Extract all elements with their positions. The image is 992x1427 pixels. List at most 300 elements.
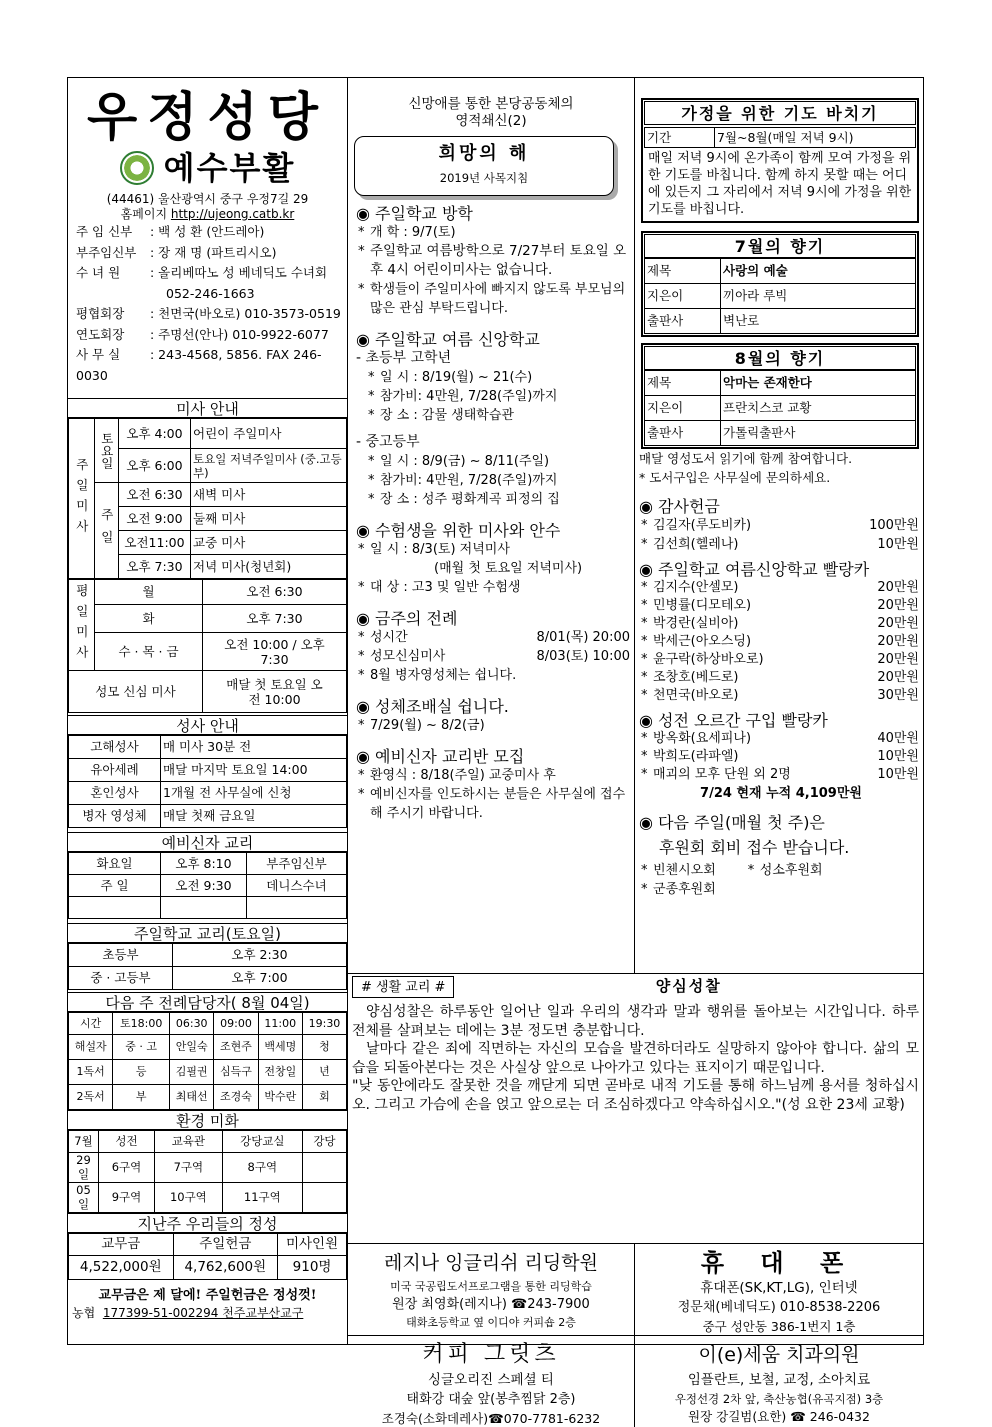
next-subtitle: 후원회 회비 접수 받습니다. [659,838,850,857]
table-cell [161,897,247,919]
liturgy-event: * 성모신심미사 [370,648,446,664]
table-header-cell: 주일헌금 [173,1233,278,1255]
ad-line: 우정선경 2차 앞, 축산농협(유곡지점) 3층 [674,1391,884,1406]
table-row [645,259,916,284]
notice-subtitle: - 초등부 고학년 [356,349,452,366]
liturgy-heading: 다음 주 전례담당자( 8월 04일) [68,992,347,1012]
table-header-cell: 토18:00 [113,1013,170,1035]
donor-row [639,597,923,615]
notice-title: ◉ 금주의 전례 [356,608,458,628]
donor-name: * 박세근(아오스딩) [653,634,752,649]
ad-name: 휴 대 폰 [700,1248,858,1277]
staff-row [76,325,347,346]
weekday: 월 [95,580,203,605]
staff-row [76,243,347,264]
weekday-time: 오전 6:30 [203,580,347,605]
sacrament-heading: 성사 안내 [68,715,347,735]
sunday-school-heading: 주일학교 교리(토요일) [68,923,347,943]
donor-name: * 김지수(안셀모) [653,580,739,595]
donation-lists [635,497,923,899]
notice-item: * 일 시 : 8/3(토) 저녁미사 [356,540,634,559]
offering-table [68,1233,347,1280]
life-paragraph: 날마다 같은 죄에 직면하는 자신의 모습을 발견하더라도 실망하지 않아야 합니다. 삶의 모습을 되돌아본다는 것은 사실상 앞으로 나아가고 있다는 표지이기 때문입니다. [352,1041,919,1076]
donor-name: * 박경란(실비아) [653,616,739,631]
table-cell: 출판사 [645,309,721,334]
table-header-cell: 강당교실 [222,1131,302,1153]
summer-list [639,579,923,705]
ads-grid [348,1243,923,1426]
table-cell: 출판사 [645,421,721,446]
table-header-cell: 시간 [69,1013,113,1035]
table-cell: 안일숙 [170,1035,214,1060]
staff-row [76,345,347,386]
staff-role: 부주임신부 [76,244,137,260]
table-cell: 오후 7:00 [173,967,347,990]
thanks-title: ◉ 감사헌금 [639,497,720,516]
table-cell: 화요일 [69,853,161,875]
parish-logo-icon [120,151,154,185]
hope-subtitle: 2019년 사목지침 [439,171,529,186]
brand-text: 예수부활 [163,149,296,187]
donor-row [639,579,923,597]
right-column [635,78,923,973]
table-row [69,1085,347,1110]
staff-row [76,263,347,284]
notice-item: * 7/29(월) ~ 8/2(금) [356,716,634,735]
table-cell: 조현주 [214,1035,258,1060]
table-header-cell: 교무금 [69,1233,174,1255]
donor-name: * 조창호(베드로) [653,670,739,685]
notice-subtitle: - 중고등부 [356,433,420,450]
weekday-time: 오전 10:00 / 오후 7:30 [203,633,347,671]
notice-item: * 일 시 : 8/19(월) ~ 21(수) [366,368,634,387]
table-cell: 박수란 [258,1085,302,1110]
notice-title: ◉ 수험생을 위한 미사와 안수 [356,520,561,540]
staff-role: 주 임 신부 [76,224,133,239]
ad-line: 원장 강길범(요한) ☎ 246-0432 [688,1409,870,1424]
table-cell: 전창일 [258,1060,302,1085]
next-item: * 군종후원회 [639,880,923,899]
table-cell: 지은이 [645,284,721,309]
ad-line: 미국 국공립도서프로그램을 통한 리딩학습 [390,1280,592,1293]
table-row [69,1182,347,1212]
mass-name: 둘째 미사 [191,507,347,531]
table-cell: 매 미사 30분 전 [161,736,347,759]
notice-item: * 개 학 : 9/7(토) [356,223,634,242]
notice-item: * 참가비: 4만원, 7/28(주일)까지 [366,387,634,406]
donor-name: * 민병률(디모테오) [653,598,752,613]
next-items [639,861,923,880]
book-note: 매달 영성도서 읽기에 함께 참여합니다. [639,451,853,466]
table-row [645,421,916,446]
book-july-table [644,258,916,334]
table-row [69,1035,347,1060]
environment-heading: 환경 미화 [68,1110,347,1130]
table-header-cell: 미사인원 [278,1233,347,1255]
mass-time: 오전11:00 [119,531,191,555]
mass-time: 오전 9:00 [119,507,191,531]
table-cell: 오전 9:30 [161,875,247,897]
prayer-title: 가정을 위한 기도 바치기 [644,101,916,125]
table-cell: 초등부 [69,944,173,967]
table-cell: 최태선 [170,1085,214,1110]
period-value: 7월~8월(매일 저녁 9시) [715,128,916,148]
staff-name: 052-246-1663 [166,285,255,301]
ad-line: 중구 성안동 386-1번지 1층 [702,1319,856,1335]
table-cell: 910명 [278,1255,347,1279]
table-row [645,396,916,421]
staff-role: 평협회장 [76,306,125,321]
table-cell: 심득구 [214,1060,258,1085]
life-paragraph: 양심성찰은 하루동안 일어난 일과 우리의 생각과 말과 행위를 돌아보는 시간입니다. 하루 전체를 살펴보는 데에는 3분 정도면 충분합니다. [352,1004,919,1039]
weekday-mass-label: 평일미사 [69,580,95,671]
table-cell: 9구역 [99,1182,155,1212]
donor-row [639,651,923,669]
donor-amount: 40만원 [877,731,919,746]
table-cell: 매달 첫째 금요일 [161,805,347,828]
liturgy-date: 8/01(목) 20:00 [536,629,630,645]
thanks-list [639,516,923,554]
table-header-cell: 19:30 [302,1013,346,1035]
table-row [69,759,347,782]
sunday-mass-label: 주일미사 [69,419,95,579]
table-cell: 혼인성사 [69,782,161,805]
summer-title: ◉ 주일학교 여름신앙학교 빨랑카 [639,560,870,579]
donor-amount: 20만원 [877,652,919,667]
mass-time: 오전 6:30 [119,483,191,507]
table-cell: 제목 [645,371,721,396]
bottom-section [348,973,923,1426]
notice-title: ◉ 주일학교 방학 [356,203,473,223]
table-cell: 부 [113,1085,170,1110]
table-cell: 1개월 전 사무실에 신청 [161,782,347,805]
donor-name: * 박희도(라파엘) [653,749,739,764]
donor-name: * 김길자(루도비카) [653,518,752,533]
life-tag: # 생활 교리 # [352,976,454,998]
hope-title: 희망의 해 [438,142,530,164]
staff-name: : 243-4568, 5856. FAX 246-0030 [76,347,322,383]
mass-time: 오후 4:00 [119,419,191,449]
donor-row [639,687,923,705]
bank-account: 177399-51-002294 천주교부산교구 [102,1305,304,1320]
notice-item: * 예비신자를 인도하시는 분들은 사무실에 접수해 주시기 바랍니다. [356,785,634,823]
staff-name: : 올리베따노 성 베네딕도 수녀회 [150,265,328,280]
mass-name: 토요일 저녁주일미사 (중.고등부) [191,449,347,483]
table-cell: 4,522,000원 [69,1255,174,1279]
notice-item: * 대 상 : 고3 및 일반 수험생 [356,578,634,597]
brand-row [68,148,347,188]
donor-amount: 100만원 [869,518,919,533]
staff-role: 사 무 실 [76,347,121,362]
staff-name: : 장 재 명 (파트리시오) [150,244,277,260]
prayer-period-table [644,127,916,148]
table-row [69,1060,347,1085]
life-body [348,999,923,1114]
table-header-cell: 09:00 [214,1013,258,1035]
table-cell: 4,762,600원 [173,1255,278,1279]
notice-item: * 주일학교 여름방학으로 7/27부터 토요일 오후 4시 어린이미사는 없습니다. [356,242,634,280]
table-cell: 백세명 [258,1035,302,1060]
life-paragraph: "낮 동안에라도 잘못한 것을 깨닫게 되면 곧바로 내적 기도를 통해 하느님께 용서를 청하십시오. 그리고 가슴에 손을 얹고 앞으로는 더 조심하겠다고 약속하십시오."(성 요한 23세 교황) [352,1078,919,1113]
offering-heading: 지난주 우리들의 정성 [68,1213,347,1233]
sunday-label: 주일 [95,483,119,579]
table-cell: 사랑의 예술 [721,259,916,284]
donor-row [639,669,923,687]
donor-amount: 20만원 [877,616,919,631]
ad-name: 레지나 잉글리쉬 리딩학원 [384,1252,598,1274]
weekday-time: 오후 7:30 [203,605,347,633]
donor-amount: 20만원 [877,670,919,685]
table-cell: 끼아라 루빅 [721,284,916,309]
offering-slogan: 교무금은 제 달에! 주일헌금은 정성껏! [98,1287,317,1303]
donor-amount: 20만원 [877,634,919,649]
sacrament-section [68,715,347,1321]
notice-item: * 참가비: 4만원, 7/28(주일)까지 [366,471,634,490]
staff-role: 수 녀 원 [76,265,121,280]
donor-amount: 10만원 [877,767,919,782]
environment-table [68,1130,347,1213]
notice-item [356,647,634,666]
table-row [69,736,347,759]
table-cell: 6구역 [99,1153,155,1183]
mass-heading: 미사 안내 [68,398,347,418]
table-cell [302,1182,346,1212]
table-cell: 가톨릭출판사 [721,421,916,446]
table-row [69,1255,347,1279]
book-august-title: 8월의 향기 [644,346,916,370]
notice-item: * 장 소 : 성주 평화계곡 피정의 집 [366,490,634,509]
weekday: 수 · 목 · 금 [95,633,203,671]
table-row [69,782,347,805]
organ-title: ◉ 성전 오르간 구입 빨랑카 [639,711,828,730]
catechumen-heading: 예비신자 교리 [68,832,347,852]
homepage-line [68,207,347,222]
table-row [69,944,347,967]
table-cell: 05일 [69,1182,99,1212]
donor-amount: 10만원 [877,749,919,764]
ad-line: 정문채(베네딕도) 010-8538-2206 [677,1299,881,1315]
donor-row [639,766,923,784]
bank-name: 농협 [72,1305,96,1320]
ad-line: 싱글오리진 스페셜 티 [428,1371,554,1388]
donor-name: * 김선희(헬레나) [653,537,739,552]
table-cell: 회 [302,1085,346,1110]
sacrament-table [68,735,347,828]
next-title: ◉ 다음 주일(매월 첫 주)은 [639,813,825,832]
notice-item: * 일 시 : 8/9(금) ~ 8/11(주일) [366,452,634,471]
book-note: * 도서구입은 사무실에 문의하세요. [639,470,831,485]
intro-line1: 신망애를 통한 본당공동체의 [408,96,574,112]
donor-name: * 윤구락(하상바오로) [653,652,764,667]
table-cell [247,897,347,919]
ad-box [348,1336,635,1427]
table-cell: 조경숙 [214,1085,258,1110]
donor-amount: 30만원 [877,688,919,703]
table-header-cell: 7월 [69,1131,99,1153]
holy-mass-label: 성모 신심 미사 [69,671,203,713]
staff-row [76,222,347,243]
table-cell [302,1153,346,1183]
ad-line: 임플란트, 보철, 교정, 소아치료 [687,1371,871,1388]
table-cell: 데니스수녀 [247,875,347,897]
homepage-label: 홈페이지 [120,207,168,221]
table-header-cell: 06:30 [170,1013,214,1035]
table-row [69,875,347,897]
table-cell: 29일 [69,1153,99,1183]
ad-line: 조경숙(소화데레사)☎070-7781-6232 [381,1410,601,1426]
table-cell: 고해성사 [69,736,161,759]
staff-name: : 백 성 환 (안드레아) [150,224,265,239]
book-july-box [641,231,919,337]
notice-note: (매월 첫 토요일 저녁미사) [434,560,583,576]
book-august-box [641,343,919,449]
table-cell: 청 [302,1035,346,1060]
saturday-label: 토요일 [95,419,119,483]
table-cell: 등 [113,1060,170,1085]
table-cell: 오후 2:30 [173,944,347,967]
book-july-title: 7월의 향기 [644,234,916,258]
table-header [69,1013,347,1035]
parish-title: 우정성당 [87,87,328,148]
table-header [69,1131,347,1153]
table-cell: 오후 8:10 [161,853,247,875]
table-cell: 부주임신부 [247,853,347,875]
donor-amount: 20만원 [877,580,919,595]
mass-name: 새벽 미사 [191,483,347,507]
mass-name: 교중 미사 [191,531,347,555]
staff-name: : 주명선(안나) 010-9922-6077 [150,326,329,342]
donor-amount: 10만원 [877,537,919,552]
table-header-cell: 성전 [99,1131,155,1153]
donor-row [639,615,923,633]
bulletin-page [67,77,924,1426]
organ-total: 7/24 현재 누적 4,109만원 [700,786,862,801]
staff-name: : 천면국(바오로) 010-3573-0519 [150,306,341,321]
weekday-mass-table [68,579,347,713]
center-notices [348,204,634,823]
weekday: 화 [95,605,203,633]
mass-name: 저녁 미사(청년회) [191,555,347,579]
table-cell: 10구역 [154,1182,222,1212]
ad-box [348,1244,635,1336]
table-cell: 중 · 고 [113,1035,170,1060]
table-cell: 해설자 [69,1035,113,1060]
ad-box [635,1336,923,1427]
table-header [69,1233,347,1255]
ad-line: 원장 최영화(레지나) ☎243-7900 [392,1296,590,1312]
staff-row [76,284,347,305]
table-cell: 프란치스코 교황 [721,396,916,421]
notice-title: ◉ 성체조배실 쉽니다. [356,696,509,716]
ad-line: 휴대폰(SK,KT,LG), 인터넷 [700,1280,858,1296]
donor-row [639,748,923,766]
period-label: 기간 [645,128,715,148]
table-row [645,309,916,334]
life-header [348,973,923,999]
staff-row [76,304,347,325]
center-column [348,78,635,973]
donor-name: * 방옥화(요세피나) [653,731,752,746]
donor-row [639,730,923,748]
prayer-box [641,98,919,223]
ad-name: 커피 그릿츠 [422,1341,560,1367]
catechumen-table [68,852,347,919]
table-cell: 병자 영성체 [69,805,161,828]
mass-name: 어린이 주일미사 [191,419,347,449]
table-cell: 매달 마지막 토요일 14:00 [161,759,347,782]
table-cell: 제목 [645,259,721,284]
table-cell: 7구역 [154,1153,222,1183]
notice-item [356,628,634,647]
mass-section [68,398,347,713]
table-cell: 2독서 [69,1085,113,1110]
next-item: * 빈첸시오회 [639,861,716,880]
table-cell: 중 · 고등부 [69,967,173,990]
table-cell: 악마는 존재한다 [721,371,916,396]
donor-amount: 20만원 [877,598,919,613]
table-header-cell: 교육관 [154,1131,222,1153]
table-row [69,967,347,990]
table-header-cell: 강당 [302,1131,346,1153]
table-cell: 1독서 [69,1060,113,1085]
donor-row [639,516,923,535]
table-cell [69,897,161,919]
staff-role: 연도회장 [76,326,125,342]
book-notes [635,449,923,487]
table-row [645,371,916,396]
next-item: * 성소후원회 [746,861,823,880]
table-cell: 김필권 [170,1060,214,1085]
table-cell: 주 일 [69,875,161,897]
mass-table [68,418,347,579]
table-cell: 지은이 [645,396,721,421]
notice-item: * 8월 병자영성체는 쉽니다. [356,666,634,685]
table-header-cell: 11:00 [258,1013,302,1035]
staff-list [68,222,347,386]
table-cell: 8구역 [222,1153,302,1183]
table-row [69,805,347,828]
holy-mass-time: 매달 첫 토요일 오전 10:00 [203,671,347,713]
ad-box [635,1244,923,1336]
donor-name: * 매괴의 모후 단원 외 2명 [653,767,791,782]
ad-line: 태화강 대숲 앞(봉추찜닭 2층) [406,1391,576,1407]
table-row [69,1153,347,1183]
ad-name: 이(e)세움 치과의원 [698,1343,860,1366]
notice-title: ◉ 예비신자 교리반 모집 [356,746,525,766]
ad-line: 태화초등학교 옆 이디야 커피숍 2층 [406,1316,576,1329]
intro-line2: 영적쇄신(2) [455,112,527,129]
address: (44461) 울산광역시 중구 우정7길 29 [106,192,309,206]
donor-row [639,633,923,651]
mass-time: 오후 7:30 [119,555,191,579]
table-cell: 유아세례 [69,759,161,782]
mass-time: 오후 6:00 [119,449,191,483]
table-row [645,284,916,309]
notice-item: * 장 소 : 감물 생태학습관 [366,406,634,425]
organ-list [639,730,923,784]
table-row [69,897,347,919]
book-august-table [644,370,916,446]
prayer-text: 매일 저녁 9시에 온가족이 함께 모여 가정을 위한 기도를 바칩니다. 함께 하지 못할 때는 어디에 있든지 그 자리에서 저녁 9시에 가정을 위한 기도를 바칩니다. [648,151,912,217]
liturgy-event: * 성시간 [370,629,408,645]
notice-title: ◉ 주일학교 여름 신앙학교 [356,329,540,349]
sunday-school-table [68,943,347,990]
homepage-link[interactable]: http://ujeong.catb.kr [170,207,295,221]
table-row [69,853,347,875]
life-title: 양심성찰 [655,977,722,996]
left-column [68,78,348,1344]
donor-row [639,535,923,554]
